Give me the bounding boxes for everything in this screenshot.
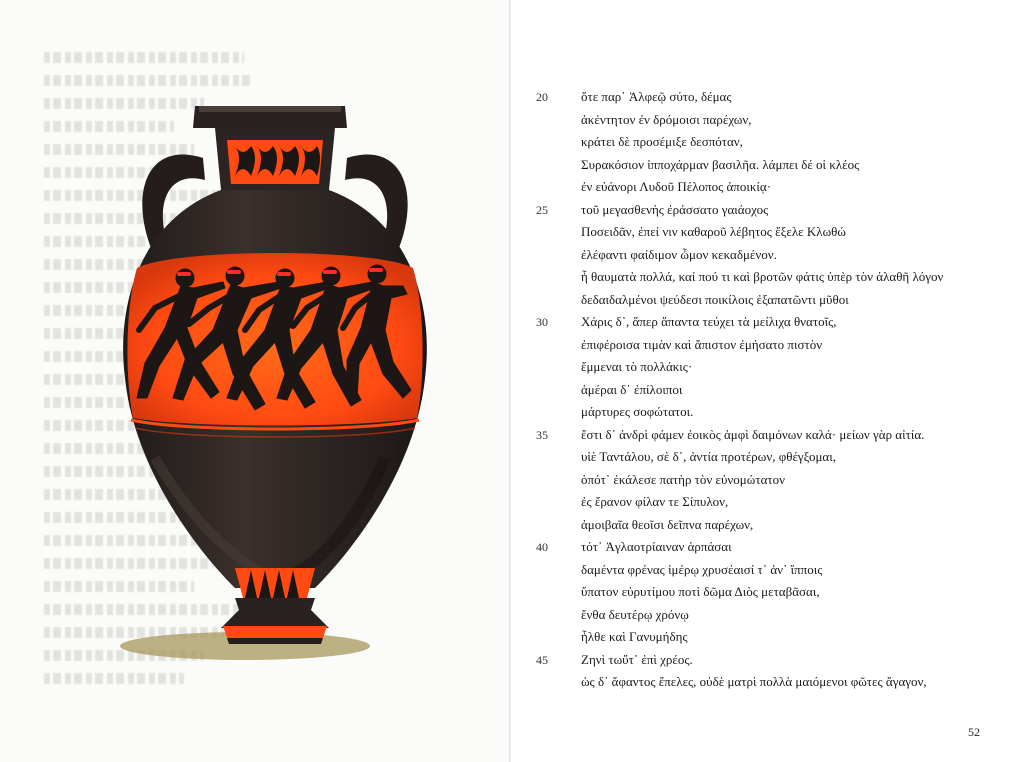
verse-line bbox=[536, 671, 1006, 694]
line-number: 35 bbox=[536, 427, 548, 442]
verse-line bbox=[536, 559, 1006, 582]
verse-line bbox=[536, 379, 1006, 402]
verse-text: ἔστι δ᾽ ἀνδρὶ φάμεν ἐοικὸς ἀμφὶ δαιμόνων καλά· μείων γὰρ αἰτία. bbox=[581, 426, 925, 442]
verse-line bbox=[536, 244, 1006, 267]
verse-text: ὅτε παρ᾽ Ἀλφεῷ σύτο, δέμας bbox=[581, 89, 732, 104]
verse-line bbox=[536, 334, 1006, 357]
verse-line bbox=[536, 604, 1006, 627]
verse-text: ἀκέντητον ἐν δρόμοισι παρέχων, bbox=[581, 111, 752, 127]
verse-line bbox=[536, 289, 1006, 312]
verse-text: τότ᾽ Ἀγλαοτρίαιναν ἁρπάσαι bbox=[581, 539, 732, 554]
verse-line bbox=[536, 491, 1006, 514]
verse-text: ἀμοιβαῖα θεοῖσι δεῖπνα παρέχων, bbox=[581, 516, 754, 532]
verse-text: ἔνθα δευτέρῳ χρόνῳ bbox=[581, 606, 689, 622]
verse-text: Ζηνὶ τωὔτ᾽ ἐπὶ χρέος. bbox=[581, 651, 693, 667]
verse-text: ἐς ἔρανον φίλαν τε Σίπυλον, bbox=[581, 494, 729, 509]
verse-text: ἐλέφαντι φαίδιμον ὦμον κεκαδμένον. bbox=[581, 246, 777, 262]
verse-line bbox=[536, 469, 1006, 492]
verse-text: Συρακόσιον ἱπποχάρμαν βασιλῆα. λάμπει δέ οἱ κλέος bbox=[581, 156, 860, 172]
line-number: 40 bbox=[536, 540, 548, 554]
verse-block bbox=[536, 86, 1006, 694]
verse-line bbox=[536, 199, 1006, 222]
vase-foot bbox=[221, 598, 329, 628]
verse-line bbox=[536, 424, 1006, 447]
verse-line bbox=[536, 581, 1006, 604]
verse-line bbox=[536, 221, 1006, 244]
verse-line bbox=[536, 514, 1006, 537]
verse-line bbox=[536, 446, 1006, 469]
line-number: 25 bbox=[536, 202, 548, 217]
verse-text: μάρτυρες σοφώτατοι. bbox=[581, 404, 694, 419]
line-number: 20 bbox=[536, 90, 548, 104]
page-number: 52 bbox=[968, 725, 980, 739]
amphora-illustration bbox=[85, 98, 465, 673]
verse-text: ἦ θαυματὰ πολλά, καί πού τι καὶ βροτῶν φάτις ὑπὲρ τὸν ἀλαθῆ λόγον bbox=[581, 269, 944, 284]
verse-line bbox=[536, 401, 1006, 424]
verse-line bbox=[536, 536, 1006, 559]
verse-text: κράτει δὲ προσέμιξε δεσπόταν, bbox=[581, 134, 743, 149]
verse-line bbox=[536, 154, 1006, 177]
left-page bbox=[0, 0, 510, 762]
line-number: 30 bbox=[536, 315, 548, 329]
verse-line bbox=[536, 626, 1006, 649]
verse-text: υἱὲ Ταντάλου, σὲ δ᾽, ἀντία προτέρων, φθέγξομαι, bbox=[581, 449, 836, 464]
verse-text: ἁμέραι δ᾽ ἐπίλοιποι bbox=[581, 381, 683, 397]
verse-line bbox=[536, 109, 1006, 132]
verse-text: ὁπότ᾽ ἐκάλεσε πατὴρ τὸν εὐνομώτατον bbox=[581, 471, 785, 487]
verse-text: ἐπιφέροισα τιμὰν καὶ ἄπιστον ἐμήσατο πιστὸν bbox=[581, 336, 823, 352]
verse-line bbox=[536, 176, 1006, 199]
verse-text: ἐν εὐάνορι Λυδοῦ Πέλοπος ἀποικίᾳ· bbox=[581, 179, 772, 194]
verse-line bbox=[536, 266, 1006, 289]
line-number: 45 bbox=[536, 652, 548, 667]
verse-text: δεδαιδαλμένοι ψεύδεσι ποικίλοις ἐξαπατῶντι μῦθοι bbox=[581, 291, 849, 307]
verse-text: ὕπατον εὐρυτίμου ποτὶ δῶμα Διὸς μεταβᾶσαι, bbox=[581, 584, 820, 599]
verse-line bbox=[536, 131, 1006, 154]
verse-line bbox=[536, 86, 1006, 109]
verse-line bbox=[536, 649, 1006, 672]
verse-text: ὡς δ᾽ ἄφαντος ἔπελες, οὐδὲ ματρὶ πολλὰ μαιόμενοι φῶτες ἄγαγον, bbox=[581, 674, 927, 689]
verse-text: τοῦ μεγασθενὴς ἐράσσατο γαιάοχος bbox=[581, 201, 769, 217]
verse-line bbox=[536, 356, 1006, 379]
verse-line bbox=[536, 311, 1006, 334]
verse-text: ἔμμεναι τὸ πολλάκις· bbox=[581, 359, 693, 374]
verse-text: Χάρις δ᾽, ἅπερ ἅπαντα τεύχει τὰ μείλιχα θνατοῖς, bbox=[581, 314, 837, 329]
verse-text: ἦλθε καὶ Γανυμήδης bbox=[581, 629, 688, 644]
verse-text: Ποσειδᾶν, ἐπεί νιν καθαροῦ λέβητος ἔξελε Κλωθώ bbox=[581, 224, 846, 239]
verse-text: δαμέντα φρένας ἱμέρῳ χρυσέαισί τ᾽ ἀν᾽ ἵπποις bbox=[581, 561, 823, 577]
